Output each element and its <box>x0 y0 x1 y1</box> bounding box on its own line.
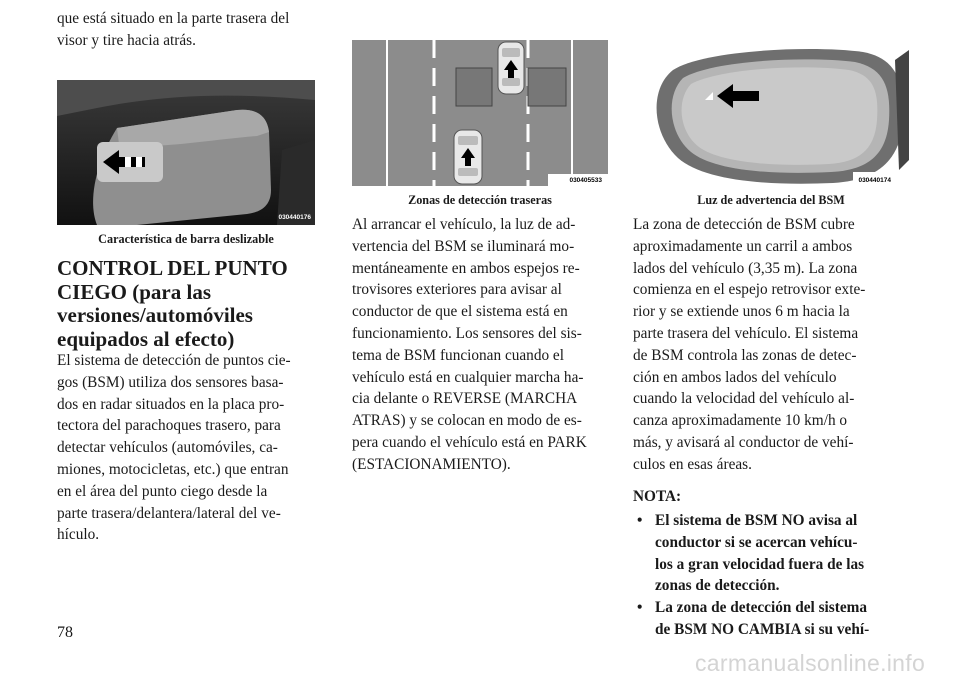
text-line: tema de BSM funcionan cuando el <box>352 346 564 364</box>
heading-line: equipados al efecto) <box>57 326 235 351</box>
heading-line: CONTROL DEL PUNTO <box>57 256 288 280</box>
text-line: cia delante o REVERSE (MARCHA <box>352 390 578 408</box>
text-line: que está situado en la parte trasera del <box>57 10 290 27</box>
text-line: (ESTACIONAMIENTO). <box>352 455 511 473</box>
bsm-intro-paragraph <box>57 350 315 546</box>
text-line: conductor de que el sistema está en <box>352 303 568 321</box>
bullet-item <box>633 597 905 641</box>
text-line: canza aproximadamente 10 km/h o <box>633 412 848 430</box>
text-line: más, y avisará al conductor de vehí- <box>633 433 854 451</box>
text-line: aproximadamente un carril a ambos <box>633 237 853 255</box>
text-line: miones, motocicletas, etc.) que entran <box>57 460 289 478</box>
section-heading <box>57 257 317 351</box>
heading-line: versiones/automóviles <box>57 303 253 327</box>
text-line: El sistema de detección de puntos cie- <box>57 352 291 369</box>
text-line: ATRAS) y se colocan en modo de es- <box>352 412 582 430</box>
text-line: El sistema de BSM NO avisa al <box>655 512 858 529</box>
text-line: funcionamiento. Los sensores del sis- <box>352 324 582 342</box>
text-line: comienza en el espejo retrovisor exte- <box>633 281 866 299</box>
heading-line: CIEGO (para las <box>57 279 212 304</box>
text-line: mentáneamente en ambos espejos re- <box>352 259 580 277</box>
text-line: ción en ambos lados del vehículo <box>633 368 837 386</box>
sun-visor-illustration <box>57 80 315 225</box>
side-mirror-illustration <box>633 40 909 186</box>
figure-caption: Zonas de detección traseras <box>408 193 552 207</box>
bsm-zone-paragraph <box>633 214 901 476</box>
rear-zones-figure <box>352 40 608 186</box>
text-line: rior y se extiende unos 6 m hacia la <box>633 303 850 321</box>
mirror-figure <box>633 40 909 186</box>
figure-caption: Luz de advertencia del BSM <box>697 193 845 207</box>
text-line: hículo. <box>57 526 100 544</box>
rear-zones-illustration <box>352 40 608 186</box>
text-line: los a gran velocidad fuera de las <box>655 555 865 573</box>
text-line: vehículo está en cualquier marcha ha- <box>352 368 584 386</box>
text-line: trovisores exteriores para avisar al <box>352 281 562 299</box>
nota-label: NOTA: <box>633 488 682 505</box>
text-line: gos (BSM) utiliza dos sensores basa- <box>57 373 284 391</box>
watermark-text: carmanualsonline.info <box>695 650 926 676</box>
text-line: vertencia del BSM se iluminará mo- <box>352 237 575 255</box>
text-line: pera cuando el vehículo está en PARK <box>352 433 587 451</box>
intro-text <box>57 8 315 52</box>
nota-bullets <box>633 510 905 641</box>
text-line: cuando la velocidad del vehículo al- <box>633 390 855 408</box>
bsm-startup-paragraph <box>352 214 608 476</box>
figure-code: 030440176 <box>278 214 311 221</box>
text-line: La zona de detección de BSM cubre <box>633 216 855 233</box>
page-number: 78 <box>57 624 73 641</box>
text-line: visor y tire hacia atrás. <box>57 31 196 49</box>
text-line: parte trasera/delantera/lateral del ve- <box>57 504 281 522</box>
text-line: zonas de detección. <box>655 577 780 595</box>
text-line: conductor si se acercan vehícu- <box>655 533 858 551</box>
bullet-icon: • <box>637 599 643 617</box>
text-line: de BSM controla las zonas de detec- <box>633 346 857 364</box>
text-line: lados del vehículo (3,35 m). La zona <box>633 259 858 277</box>
text-line: en el área del punto ciego desde la <box>57 482 268 500</box>
text-line: tectora del parachoques trasero, para <box>57 417 281 435</box>
text-line: culos en esas áreas. <box>633 455 752 473</box>
figure-caption: Característica de barra deslizable <box>98 232 274 246</box>
bullet-icon: • <box>637 512 643 529</box>
text-line: La zona de detección del sistema <box>655 599 868 617</box>
bullet-item <box>633 510 905 597</box>
text-line: de BSM NO CAMBIA si su vehí- <box>655 620 870 638</box>
text-line: detectar vehículos (automóviles, ca- <box>57 439 278 457</box>
figure-code: 030440174 <box>858 177 891 184</box>
text-line: parte trasera del vehículo. El sistema <box>633 324 859 342</box>
text-line: Al arrancar el vehículo, la luz de ad- <box>352 216 576 233</box>
sun-visor-figure <box>57 80 315 225</box>
figure-code: 030405533 <box>569 177 602 184</box>
text-line: dos en radar situados en la placa pro- <box>57 395 285 413</box>
